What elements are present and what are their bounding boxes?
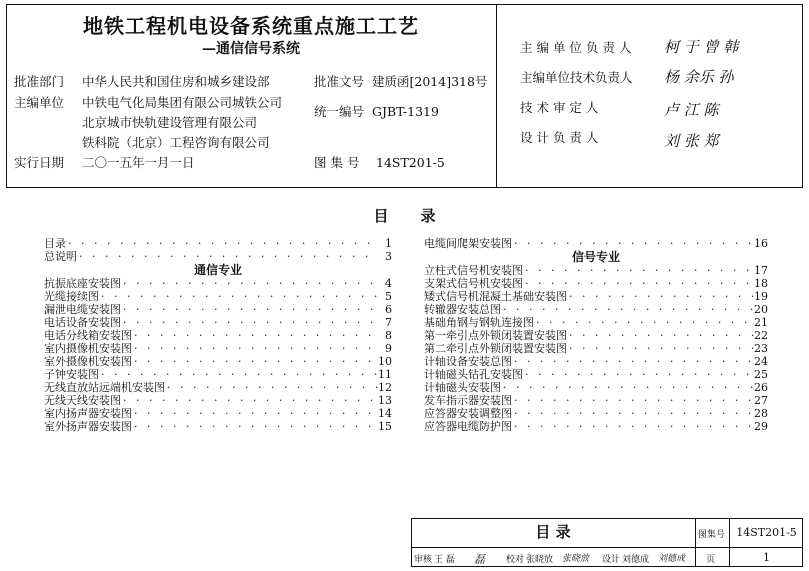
toc-entry[interactable]: 矮式信号机混凝土基础安装图 · · · 19 (424, 290, 768, 303)
toc-entry[interactable]: 立柱式信号机安装图 · · · 17 (424, 264, 768, 277)
toc-entry[interactable]: 无线天线安装图 · · · 13 (44, 394, 392, 407)
toc-entry[interactable]: 发车指示器安装图 · · · 27 (424, 394, 768, 407)
toc-entry[interactable]: 子钟安装图 · · · 11 (44, 368, 392, 381)
approve-dept: 中华人民共和国住房和城乡建设部 (82, 74, 270, 89)
toc-entry[interactable]: 计轴磁头安装图 · · · 26 (424, 381, 768, 394)
signature: 卢 江 陈 (664, 101, 719, 119)
toc-entry[interactable]: 室外扬声器安装图 · · · 15 (44, 420, 392, 433)
toc-entry[interactable]: 计轴磁头钻孔安装图 · · · 25 (424, 368, 768, 381)
atlas-no-label: 图 集 号 (314, 155, 360, 170)
toc-entry[interactable]: 基础角钢与钢轨连接图 · · · 21 (424, 316, 768, 329)
toc-left-column (44, 237, 392, 433)
signature: 刘 张 郑 (664, 132, 719, 150)
signal-section-heading: 信号专业 (571, 250, 620, 264)
header-divider (496, 4, 497, 188)
tb-page-label: 页 (706, 555, 716, 565)
approve-doc: 建质函[2014]318号 (372, 74, 488, 89)
tb-design-label: 设计 (602, 555, 621, 565)
atlas-no: 14ST201-5 (376, 155, 445, 170)
toc-entry[interactable]: 总说明 · · · 3 (44, 250, 392, 263)
editor-unit-3: 铁科院（北京）工程咨询有限公司 (82, 135, 270, 150)
tb-design-name: 刘德成 (622, 555, 650, 565)
tb-atlas-label: 图集号 (698, 530, 726, 540)
tb-review-sig: 磊 (474, 553, 485, 566)
toc-entry[interactable]: 漏泄电缆安装图 · · · 6 (44, 303, 392, 316)
responsible-role: 主 编 单 位 负 责 人 (520, 40, 632, 55)
tb-check-name: 张晓放 (526, 555, 554, 565)
toc-entry[interactable]: 应答器电缆防护图 · · · 29 (424, 420, 768, 433)
comm-section-heading: 通信专业 (193, 263, 242, 277)
approve-doc-label: 批准文号 (314, 74, 365, 89)
responsible-role: 设 计 负 责 人 (520, 130, 599, 145)
tb-atlas-no: 14ST201-5 (736, 526, 797, 539)
toc-entry[interactable]: 目录 · · · 1 (44, 237, 392, 250)
atlas-title: 地铁工程机电设备系统重点施工工艺 (83, 14, 419, 38)
toc-title-a: 目 (373, 207, 389, 225)
tb-vline (695, 518, 696, 567)
toc-entry[interactable]: 计轴设备安装总图 · · · 24 (424, 355, 768, 368)
editor-unit-label: 主编单位 (14, 95, 65, 110)
toc-entry[interactable]: 光缆接续图 · · · 5 (44, 290, 392, 303)
responsible-role: 主编单位技术负责人 (520, 70, 633, 85)
toc-title-b: 录 (420, 207, 436, 225)
tb-review-label: 审核 (414, 555, 433, 565)
unified-no-label: 统一编号 (314, 104, 365, 119)
signature: 柯 于 曾 韩 (664, 38, 739, 56)
unified-no: GJBT-1319 (372, 104, 439, 119)
toc-title (0, 205, 809, 226)
effective-date: 二〇一五年一月一日 (82, 155, 195, 170)
toc-entry[interactable]: 室内扬声器安装图 · · · 14 (44, 407, 392, 420)
toc-entry[interactable]: 抗振底座安装图 · · · 4 (44, 277, 392, 290)
effective-label: 实行日期 (14, 155, 65, 170)
tb-name: 目 录 (535, 523, 571, 541)
tb-review-name: 王 磊 (434, 555, 455, 565)
toc-right-column (424, 237, 768, 433)
tb-design-sig: 刘德成 (658, 554, 686, 564)
toc-entry[interactable]: 电缆间爬架安装图 · · · 16 (424, 237, 768, 250)
signature: 杨 余乐 孙 (664, 68, 734, 86)
toc-entry[interactable]: 应答器安装调整图 · · · 28 (424, 407, 768, 420)
tb-page-no: 1 (763, 551, 770, 564)
toc-entry[interactable]: 第二牵引点外锁闭装置安装图 · · · 23 (424, 342, 768, 355)
tb-check-label: 校对 (506, 555, 525, 565)
toc-entry[interactable]: 室外摄像机安装图 · · · 10 (44, 355, 392, 368)
responsible-role: 技 术 审 定 人 (520, 100, 599, 115)
toc-entry[interactable]: 无线直放站远端机安装图 · · · 12 (44, 381, 392, 394)
toc-entry[interactable]: 电话分线箱安装图 · · · 8 (44, 329, 392, 342)
toc-entry[interactable]: 室内摄像机安装图 · · · 9 (44, 342, 392, 355)
tb-hline (411, 547, 803, 548)
approve-dept-label: 批准部门 (14, 74, 65, 89)
editor-unit-1: 中铁电气化局集团有限公司城铁公司 (82, 95, 283, 110)
toc-entry[interactable]: 转辙器安装总图 · · · 20 (424, 303, 768, 316)
editor-unit-2: 北京城市快轨建设管理有限公司 (82, 115, 258, 130)
toc-entry[interactable]: 电话设备安装图 · · · 7 (44, 316, 392, 329)
toc-entry[interactable]: 第一牵引点外锁闭装置安装图 · · · 22 (424, 329, 768, 342)
tb-check-sig: 张晓放 (562, 554, 590, 564)
toc-entry[interactable]: 支架式信号机安装图 · · · 18 (424, 277, 768, 290)
atlas-subtitle: —通信信号系统 (202, 41, 300, 57)
